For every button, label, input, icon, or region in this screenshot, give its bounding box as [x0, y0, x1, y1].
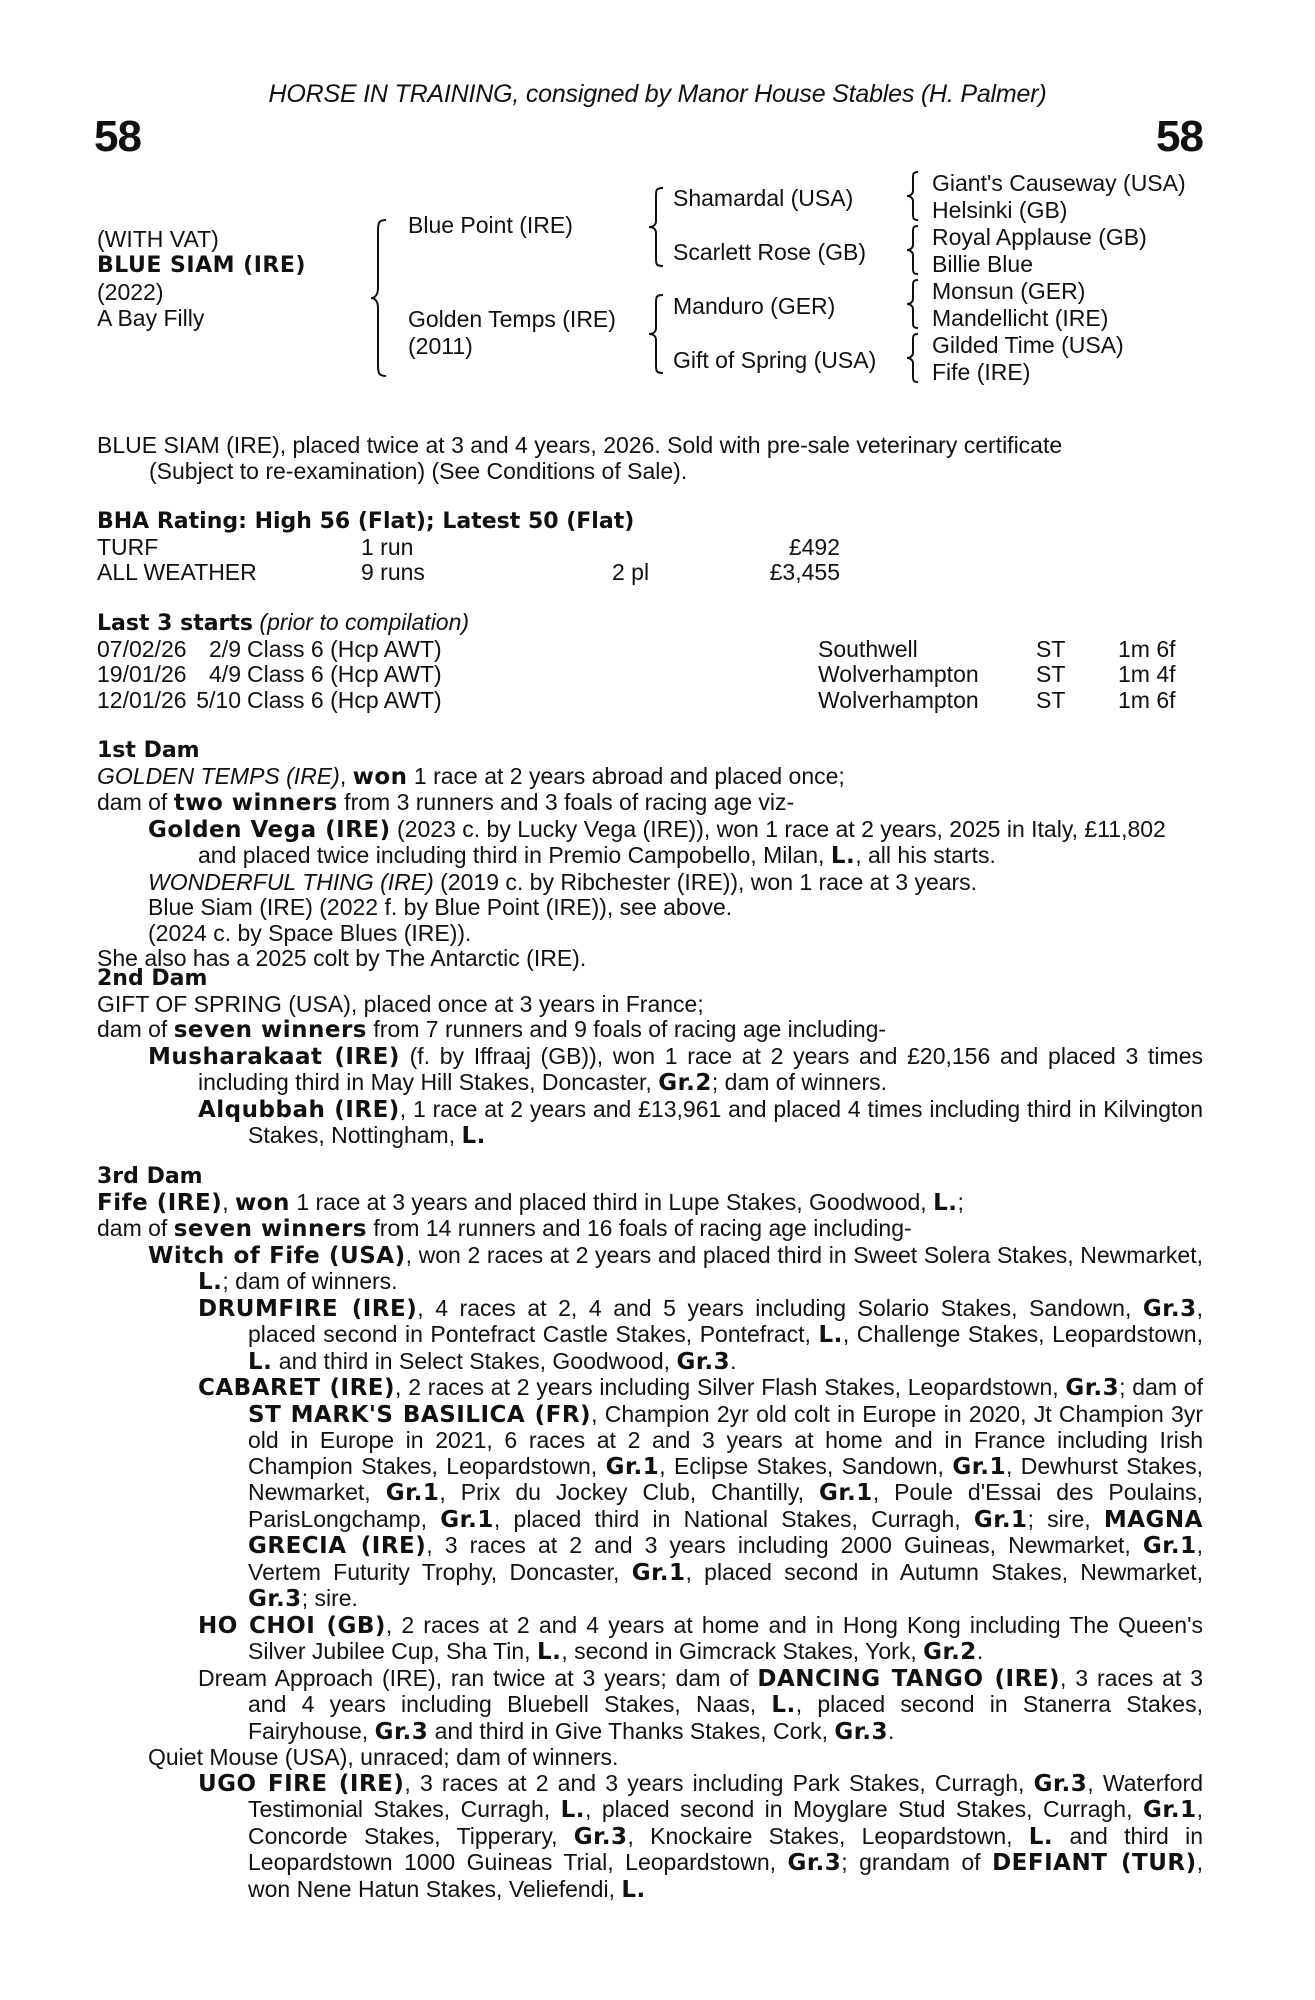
produce-entry — [198, 1613, 1203, 1666]
text-run: Gr.1 — [1142, 1533, 1197, 1559]
horse-vat: (WITH VAT) — [97, 226, 219, 252]
text-run: HO CHOI (GB) — [198, 1612, 386, 1639]
rating-placed: 2 pl — [612, 559, 650, 585]
produce-entry: Quiet Mouse (USA), unraced; dam of winners. — [148, 1744, 619, 1770]
rating-runs: 1 run — [361, 533, 414, 560]
rating-earnings: £3,455 — [769, 559, 840, 585]
g3-dam-dam-dam: Fife (IRE) — [932, 359, 1031, 385]
text-run: (2019 c. by Ribchester (IRE)), won 1 race at 3 years. — [433, 868, 978, 895]
start-distance: 1m 6f — [1118, 635, 1176, 662]
produce-entry — [198, 1375, 1203, 1613]
dam-record — [97, 1190, 1203, 1217]
text-run: Gr.1 — [440, 1506, 494, 1533]
text-run: from 7 runners and 9 foals of racing age including- — [367, 1016, 887, 1042]
section-heading: 3rd Dam — [97, 1164, 203, 1189]
dam-produce-summary — [97, 790, 1203, 817]
text-run: DRUMFIRE (IRE) — [198, 1295, 418, 1322]
text-run: Gr.3 — [374, 1718, 429, 1745]
text-run: , Dewhurst Stakes, Newmarket, — [248, 1452, 1203, 1505]
produce-entry — [148, 870, 1203, 896]
text-run: , Knockaire Stakes, Leopardstown, — [627, 1822, 1029, 1849]
start-position: 2/9 — [209, 635, 241, 662]
pedigree-brace-5 — [906, 224, 920, 276]
text-run: L. — [621, 1876, 646, 1903]
text-run: Fife (IRE) — [97, 1189, 223, 1216]
horse-description: A Bay Filly — [97, 305, 205, 331]
text-run: Gr.3 — [1065, 1375, 1120, 1401]
produce-entry — [148, 1044, 1203, 1097]
text-run: from 3 runners and 3 foals of racing age viz- — [337, 789, 795, 815]
text-run: , won Nene Hatun Stakes, Veliefendi, — [248, 1849, 1203, 1902]
text-run: WONDERFUL THING (IRE) — [148, 868, 434, 895]
start-course: Wolverhampton — [818, 661, 979, 687]
text-run: and third in Give Thanks Stakes, Cork, — [428, 1717, 835, 1744]
text-run: Gr.3 — [1142, 1295, 1197, 1322]
first-dam-section — [97, 738, 1203, 972]
text-run: , placed third in National Stakes, Curragh, — [493, 1505, 974, 1532]
g3-dam-sire-sire: Monsun (GER) — [932, 278, 1086, 304]
text-run: L. — [248, 1348, 273, 1375]
text-run: Witch of Fife (USA) — [148, 1242, 406, 1269]
start-date: 19/01/26 — [97, 661, 187, 687]
text-run: , placed second in Stanerra Stakes, Fairyhouse, — [248, 1691, 1203, 1744]
text-run: (f. by Iffraaj (GB)), won 1 race at 2 years and £20,156 and placed 3 times including third in May Hill Stakes, Doncaster, — [198, 1042, 1203, 1095]
produce-note: She also has a 2025 colt by The Antarctic (IRE). — [97, 945, 587, 971]
text-run: CABARET (IRE) — [198, 1375, 396, 1401]
text-run: Gr.3 — [1033, 1770, 1088, 1797]
text-run: Gr.2 — [658, 1070, 712, 1096]
text-run: Gr.1 — [819, 1480, 873, 1506]
g3-sire-dam-sire: Royal Applause (GB) — [932, 224, 1147, 250]
g3-sire-dam-dam: Billie Blue — [932, 251, 1033, 277]
rating-runs: 9 runs — [361, 559, 425, 585]
text-run: 1 race at 3 years and placed third in Lupe Stakes, Goodwood, — [289, 1188, 934, 1215]
text-run: MAGNA GRECIA (IRE) — [248, 1506, 1203, 1559]
text-run: L. — [771, 1692, 796, 1718]
text-run: L. — [560, 1797, 585, 1823]
lot-number-right: 58 — [1156, 112, 1203, 161]
text-run: Gr.3 — [834, 1718, 889, 1745]
start-race: Class 6 (Hcp AWT) — [247, 635, 442, 662]
text-run: , 1 race at 2 years and £13,961 and placed 4 times including third in Kilvington Stakes, Nottingham, — [248, 1095, 1203, 1148]
pedigree-brace-7 — [906, 332, 920, 384]
text-run: Gr.1 — [605, 1453, 660, 1480]
dam-produce-summary — [97, 1216, 1203, 1243]
dam-dam: Gift of Spring (USA) — [673, 347, 877, 373]
dam-year: (2011) — [408, 333, 473, 359]
text-run: and third in Leopardstown 1000 Guineas Trial, Leopardstown, — [248, 1822, 1203, 1875]
start-row — [97, 688, 1203, 714]
text-run: , Champion 2yr old colt in Europe in 2020, Jt Champion 3yr old in Europe in 2021, 6 races at 2 and 3 years at home and in France including Irish Champion Stakes, Leopardstown, — [248, 1400, 1203, 1479]
start-date: 12/01/26 — [97, 686, 187, 713]
text-run: , Eclipse Stakes, Sandown, — [659, 1452, 953, 1479]
text-run: Gr.3 — [676, 1348, 731, 1375]
text-run: Alqubbah (IRE) — [198, 1096, 400, 1123]
text-run: ; grandam of — [841, 1849, 993, 1875]
produce-entry — [148, 1243, 1203, 1296]
sire: Blue Point (IRE) — [408, 212, 573, 238]
produce-entry — [198, 1771, 1203, 1904]
text-run: , Poule d'Essai des Poulains, ParisLongchamp, — [248, 1479, 1203, 1532]
text-run: Gr.3 — [787, 1850, 842, 1876]
g3-dam-dam-sire: Gilded Time (USA) — [932, 332, 1124, 358]
dam-record — [97, 764, 1203, 791]
text-run: L. — [1028, 1823, 1054, 1850]
rating-surface: ALL WEATHER — [97, 559, 257, 585]
produce-entry — [198, 1666, 1203, 1746]
catalogue-header: HORSE IN TRAINING, consigned by Manor House Stables (H. Palmer) — [268, 80, 1047, 108]
start-row — [97, 637, 1203, 663]
g3-sire-sire-dam: Helsinki (GB) — [932, 197, 1068, 223]
text-run: ; — [957, 1188, 964, 1215]
text-run: , 3 races at 2 and 3 years including 2000 Guineas, Newmarket, — [426, 1532, 1143, 1558]
text-run: L. — [536, 1639, 562, 1665]
dam: Golden Temps (IRE) — [408, 306, 616, 332]
text-run: seven winners — [173, 1017, 367, 1043]
text-run: . — [888, 1717, 895, 1744]
sire-dam: Scarlett Rose (GB) — [673, 239, 866, 265]
dam-sire: Manduro (GER) — [673, 293, 836, 319]
third-dam-section — [97, 1164, 1203, 1903]
horse-name: BLUE SIAM (IRE) — [97, 253, 306, 278]
produce-entry — [198, 1097, 1203, 1150]
lot-number-left: 58 — [94, 112, 141, 161]
section-heading: 2nd Dam — [97, 966, 208, 991]
text-run: Golden Vega (IRE) — [148, 816, 391, 843]
produce-entry — [148, 817, 1203, 870]
summary — [97, 433, 1203, 484]
text-run: . — [976, 1638, 984, 1664]
text-run: ; dam of winners. — [711, 1069, 888, 1095]
text-run: dam of — [97, 1215, 174, 1241]
pedigree-brace-3 — [648, 293, 666, 375]
produce-entry — [198, 1296, 1203, 1376]
text-run: , — [339, 762, 353, 789]
text-run: (2023 c. by Lucky Vega (IRE)), won 1 race at 2 years, 2025 in Italy, £11,802 and placed twice including third in Premio Campobello, Milan, — [198, 815, 1166, 868]
text-run: seven winners — [173, 1216, 367, 1242]
sire-sire: Shamardal (USA) — [673, 185, 854, 211]
last-starts-title: Last 3 starts — [97, 611, 254, 636]
text-run: , won 2 races at 2 years and placed third in Sweet Solera Stakes, Newmarket, — [405, 1241, 1203, 1268]
text-run: , — [222, 1188, 235, 1215]
last-starts-note: (prior to compilation) — [259, 609, 470, 635]
text-run: won — [352, 763, 408, 790]
text-run: , 4 races at 2, 4 and 5 years including Solario Stakes, Sandown, — [417, 1294, 1143, 1321]
text-run: , Waterford Testimonial Stakes, Curragh, — [248, 1769, 1203, 1822]
text-run: , 3 races at 3 and 4 years including Bluebell Stakes, Naas, — [248, 1664, 1203, 1717]
text-run: ST MARK'S BASILICA (FR) — [248, 1401, 592, 1428]
text-run: L. — [830, 843, 856, 869]
rating-surface: TURF — [97, 533, 159, 560]
text-run: , second in Gimcrack Stakes, York, — [561, 1638, 924, 1664]
text-run: , 3 races at 2 and 3 years including Park Stakes, Curragh, — [404, 1769, 1034, 1796]
pedigree-brace-6 — [906, 278, 920, 330]
text-run: L. — [933, 1189, 958, 1216]
text-run: L. — [818, 1322, 843, 1348]
text-run: ; sire, — [1027, 1505, 1104, 1532]
produce-entry: Blue Siam (IRE) (2022 f. by Blue Point (IRE)), see above. — [148, 894, 733, 920]
text-run: dam of — [97, 789, 174, 815]
text-run: , all his starts. — [855, 842, 996, 868]
dam-name: GOLDEN TEMPS (IRE) — [97, 762, 340, 789]
start-position: 5/10 — [196, 686, 241, 713]
start-race: Class 6 (Hcp AWT) — [247, 686, 442, 713]
start-distance: 1m 6f — [1118, 686, 1176, 713]
text-run: Gr.2 — [923, 1639, 977, 1665]
rating-earnings: £492 — [788, 533, 840, 560]
dam-record: GIFT OF SPRING (USA), placed once at 3 years in France; — [97, 990, 704, 1017]
text-run: UGO FIRE (IRE) — [198, 1770, 405, 1797]
start-going: ST — [1036, 686, 1066, 713]
text-run: 1 race at 2 years abroad and placed once; — [407, 762, 845, 789]
rating-section — [97, 509, 1203, 586]
rating-title: BHA Rating: High 56 (Flat); Latest 50 (Flat) — [97, 509, 635, 534]
text-run: ; dam of winners. — [222, 1268, 398, 1294]
start-course: Southwell — [818, 635, 918, 662]
text-run: and third in Select Stakes, Goodwood, — [272, 1347, 677, 1374]
start-date: 07/02/26 — [97, 635, 187, 662]
start-position: 4/9 — [209, 661, 241, 687]
g3-dam-sire-dam: Mandellicht (IRE) — [932, 305, 1109, 331]
section-heading: 1st Dam — [97, 738, 200, 763]
rating-row — [97, 535, 1203, 561]
text-run: Gr.3 — [573, 1823, 628, 1850]
text-run: Musharakaat (IRE) — [148, 1043, 400, 1070]
start-distance: 1m 4f — [1118, 661, 1176, 687]
text-run: , placed second in Autumn Stakes, Newmarket, — [685, 1558, 1203, 1585]
start-course: Wolverhampton — [818, 686, 979, 713]
text-run: , 2 races at 2 years including Silver Flash Stakes, Leopardstown, — [395, 1374, 1066, 1400]
text-run: , Challenge Stakes, Leopardstown, — [842, 1321, 1203, 1347]
second-dam-section — [97, 966, 1203, 1150]
text-run: won — [235, 1189, 290, 1216]
text-run: , Vertem Futurity Trophy, Doncaster, — [248, 1532, 1203, 1585]
start-race: Class 6 (Hcp AWT) — [247, 661, 442, 687]
text-run: DANCING TANGO (IRE) — [757, 1665, 1061, 1692]
text-run: Gr.1 — [973, 1506, 1028, 1533]
horse-year: (2022) — [97, 279, 164, 305]
pedigree-brace-4 — [906, 170, 920, 222]
text-run: dam of — [97, 1016, 174, 1042]
text-run: Dream Approach (IRE), ran twice at 3 years; dam of — [198, 1664, 758, 1691]
text-run: L. — [198, 1269, 223, 1295]
text-run: ; dam of — [1119, 1374, 1203, 1400]
text-run: Gr.3 — [248, 1586, 302, 1612]
text-run: Gr.1 — [631, 1559, 686, 1586]
g3-sire-sire-sire: Giant's Causeway (USA) — [932, 170, 1186, 196]
text-run: Gr.1 — [952, 1453, 1006, 1480]
text-run: Gr.1 — [385, 1480, 440, 1506]
text-run: from 14 runners and 16 foals of racing age including- — [367, 1215, 912, 1241]
pedigree-brace-1 — [370, 218, 390, 378]
last-starts-section — [97, 610, 1203, 713]
text-run: DEFIANT (TUR) — [992, 1850, 1197, 1876]
rating-row — [97, 560, 1203, 586]
dam-produce-summary — [97, 1017, 1203, 1044]
pedigree-brace-2 — [648, 186, 666, 268]
produce-entry: (2024 c. by Space Blues (IRE)). — [148, 919, 472, 946]
text-run: , placed second in Pontefract Castle Stakes, Pontefract, — [248, 1294, 1203, 1347]
summary-line-2: (Subject to re-examination) (See Conditions of Sale). — [149, 457, 688, 484]
summary-line-1: BLUE SIAM (IRE), placed twice at 3 and 4 years, 2026. Sold with pre-sale veterinary certificate — [97, 432, 1063, 458]
text-run: . — [730, 1347, 737, 1374]
start-going: ST — [1036, 661, 1066, 687]
text-run: Gr.1 — [1142, 1797, 1197, 1823]
text-run: , 2 races at 2 and 4 years at home and in Hong Kong including The Queen's Silver Jubilee Cup, Sha Tin, — [248, 1611, 1203, 1664]
text-run: , Prix du Jockey Club, Chantilly, — [439, 1479, 820, 1505]
text-run: two winners — [173, 790, 338, 816]
text-run: , placed second in Moyglare Stud Stakes, Curragh, — [585, 1796, 1143, 1822]
text-run: L. — [461, 1123, 486, 1149]
text-run: , Concorde Stakes, Tipperary, — [248, 1796, 1204, 1849]
start-row — [97, 662, 1203, 688]
text-run: ; sire. — [301, 1585, 358, 1611]
start-going: ST — [1036, 635, 1066, 662]
